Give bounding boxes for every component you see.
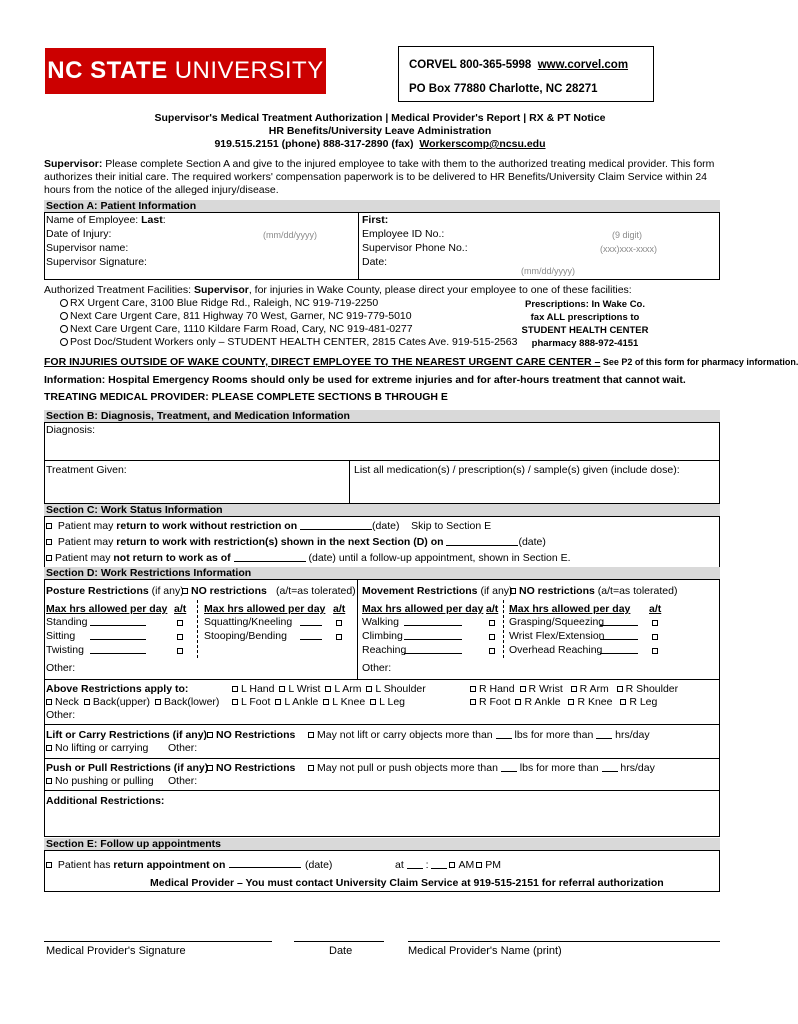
date-line[interactable] <box>294 941 384 942</box>
section-d-vdivider <box>357 579 358 679</box>
restriction-stooping: Stooping/Bending <box>204 630 287 642</box>
at-checkbox[interactable] <box>487 617 498 630</box>
checkbox-icon <box>46 778 52 784</box>
lift-no-restrictions[interactable]: NO Restrictions <box>205 729 295 742</box>
section-c-heading: Section C: Work Status Information <box>44 504 720 516</box>
lift-restrictions-label: Lift or Carry Restrictions (if any) <box>46 729 208 741</box>
signature-date-label: Date <box>329 945 353 957</box>
no-lifting[interactable]: No lifting or carrying <box>44 742 148 755</box>
checkbox-icon[interactable] <box>177 648 183 654</box>
checkbox-icon <box>620 699 626 705</box>
supervisor-signature-label: Supervisor Signature: <box>46 256 147 268</box>
logo-bold-text: NC STATE <box>47 57 168 84</box>
push-other: Other: <box>168 775 198 787</box>
left-lower-options[interactable]: L Foot L Ankle L Knee L Leg <box>230 696 405 709</box>
hours-blank[interactable] <box>404 630 462 640</box>
checkbox-icon <box>470 686 476 692</box>
hours-blank[interactable] <box>600 630 638 640</box>
diagnosis-label: Diagnosis: <box>46 424 96 436</box>
right-lower-options[interactable]: R Foot R Ankle R Knee R Leg <box>468 696 657 709</box>
section-b-vdivider <box>349 460 350 504</box>
restriction-reaching: Reaching <box>362 644 407 656</box>
max-hrs-header-3: Max hrs allowed per day <box>362 603 484 615</box>
checkbox-icon[interactable] <box>177 634 183 640</box>
date-blank[interactable] <box>234 552 306 562</box>
prescriptions-note: Prescriptions: In Wake Co. fax ALL prescriptions to STUDENT HEALTH CENTER pharmacy 888-972-4151 <box>521 299 649 349</box>
checkbox-icon[interactable] <box>46 523 52 529</box>
checkbox-icon[interactable] <box>489 648 495 654</box>
corvel-phone: CORVEL 800-365-5998 <box>409 59 532 71</box>
at-checkbox[interactable] <box>650 617 661 630</box>
at-checkbox[interactable] <box>334 617 345 630</box>
at-header-1: a/t <box>174 603 187 615</box>
hours-blank[interactable] <box>404 616 462 626</box>
restriction-climbing: Climbing <box>362 630 403 642</box>
checkbox-icon <box>325 686 331 692</box>
push-no-restrictions[interactable]: NO Restrictions <box>205 762 295 775</box>
hours-blank[interactable] <box>300 630 322 640</box>
checkbox-icon[interactable] <box>510 588 516 594</box>
provider-name-line[interactable] <box>408 941 720 942</box>
section-a-divider <box>358 212 359 280</box>
section-d-line-2 <box>44 724 720 725</box>
email-link[interactable]: Workerscomp@ncsu.edu <box>419 138 546 150</box>
radio-icon[interactable] <box>60 325 68 333</box>
intro-label: Supervisor: <box>44 158 103 170</box>
return-no-restriction[interactable]: Patient may return to work without restriction on (date) Skip to Section E <box>44 520 491 533</box>
checkbox-icon[interactable] <box>489 620 495 626</box>
section-d-line-1 <box>44 679 720 680</box>
checkbox-icon[interactable] <box>46 555 52 561</box>
section-e-heading: Section E: Follow up appointments <box>44 838 720 850</box>
checkbox-icon[interactable] <box>652 620 658 626</box>
treatment-label: Treatment Given: <box>46 464 127 476</box>
checkbox-icon[interactable] <box>336 634 342 640</box>
above-restrictions-label: Above Restrictions apply to: <box>46 683 189 695</box>
posture-other: Other: <box>46 662 76 674</box>
checkbox-icon[interactable] <box>652 634 658 640</box>
dashed-divider <box>197 600 198 658</box>
corvel-address: PO Box 77880 Charlotte, NC 28271 <box>409 83 598 95</box>
radio-icon[interactable] <box>60 312 68 320</box>
push-limit[interactable]: May not pull or push objects more than lbs for more than hrs/day <box>306 762 655 775</box>
max-hrs-header-2: Max hrs allowed per day <box>204 603 326 615</box>
employee-id-label: Employee ID No.: <box>362 228 445 240</box>
movement-no-restrictions[interactable]: NO restrictions (a/t=as tolerated) <box>508 585 677 598</box>
at-checkbox[interactable] <box>175 631 186 644</box>
supervisor-phone-hint: (xxx)xxx-xxxx) <box>600 244 657 254</box>
checkbox-icon[interactable] <box>652 648 658 654</box>
return-appointment[interactable]: Patient has return appointment on <box>44 859 225 872</box>
dashed-divider <box>503 600 504 658</box>
appointment-date-blank[interactable] <box>229 858 301 868</box>
checkbox-icon <box>279 686 285 692</box>
treating-provider-note: TREATING MEDICAL PROVIDER: PLEASE COMPLETE SECTIONS B THROUGH E <box>44 391 448 403</box>
hours-blank[interactable] <box>90 616 146 626</box>
checkbox-icon[interactable] <box>46 539 52 545</box>
at-header-2: a/t <box>333 603 346 615</box>
checkbox-icon <box>207 732 213 738</box>
facility-item-4[interactable]: Post Doc/Student Workers only – STUDENT HEALTH CENTER, 2815 Cates Ave. 919-515-2563 <box>60 336 517 349</box>
not-return-to-work[interactable]: Patient may not return to work as of (date) until a follow-up appointment, shown in Section E. <box>44 552 571 565</box>
at-checkbox[interactable] <box>175 617 186 630</box>
signature-line[interactable] <box>44 941 272 942</box>
checkbox-icon <box>520 686 526 692</box>
checkbox-icon <box>275 699 281 705</box>
lift-limit[interactable]: May not lift or carry objects more than lbs for more than hrs/day <box>306 729 650 742</box>
appointment-date-label: (date) <box>305 859 333 871</box>
push-restrictions-label: Push or Pull Restrictions (if any) <box>46 762 209 774</box>
date-blank[interactable] <box>300 520 372 530</box>
checkbox-icon <box>323 699 329 705</box>
max-hrs-header-1: Max hrs allowed per day <box>46 603 168 615</box>
movement-other: Other: <box>362 662 392 674</box>
provider-signature-label: Medical Provider's Signature <box>46 945 186 957</box>
corvel-link[interactable]: www.corvel.com <box>537 59 629 71</box>
checkbox-icon <box>46 862 52 868</box>
radio-icon[interactable] <box>60 299 68 307</box>
title-line2: HR Benefits/University Leave Administration <box>268 125 492 137</box>
provider-name-label: Medical Provider's Name (print) <box>408 945 562 957</box>
supervisor-phone-label: Supervisor Phone No.: <box>362 242 468 254</box>
outside-wake-note: FOR INJURIES OUTSIDE OF WAKE COUNTY, DIRECT EMPLOYEE TO THE NEAREST URGENT CARE CENTER – See P2 of this form for pharmacy information. <box>44 356 798 368</box>
facility-item-1[interactable]: RX Urgent Care, 3100 Blue Ridge Rd., Raleigh, NC 919-719-2250 <box>60 297 378 310</box>
checkbox-icon <box>155 699 161 705</box>
restriction-standing: Standing <box>46 616 88 628</box>
posture-at-note: (a/t=as tolerated) <box>276 585 356 597</box>
date-label: Date: <box>362 256 388 268</box>
right-upper-options[interactable]: R Hand R Wrist R Arm R Shoulder <box>468 683 678 696</box>
hours-blank[interactable] <box>404 644 462 654</box>
supervisor-intro <box>44 158 724 197</box>
first-name-label: First: <box>362 214 389 226</box>
posture-no-restrictions[interactable]: NO restrictions <box>180 585 267 598</box>
checkbox-icon[interactable] <box>489 634 495 640</box>
hours-blank[interactable] <box>600 616 638 626</box>
title-line3: 919.515.2151 (phone) 888-317-2890 (fax) <box>214 138 414 150</box>
date-blank[interactable] <box>446 536 518 546</box>
appointment-time[interactable]: at : AM PM <box>395 859 501 871</box>
hours-blank[interactable] <box>90 644 146 654</box>
form-title <box>40 112 720 151</box>
lift-other: Other: <box>168 742 198 754</box>
at-checkbox[interactable] <box>650 631 661 644</box>
checkbox-icon <box>232 686 238 692</box>
checkbox-icon[interactable] <box>182 588 188 594</box>
checkbox-icon <box>470 699 476 705</box>
movement-restrictions: Movement Restrictions (if any) <box>362 585 513 597</box>
supervisor-name-label: Supervisor name: <box>46 242 129 254</box>
checkbox-icon <box>308 765 314 771</box>
section-d-line-3 <box>44 758 720 759</box>
facilities-intro: Authorized Treatment Facilities: Supervisor, for injuries in Wake County, please direct your employee to one of these facilities: <box>44 284 632 296</box>
return-with-restriction[interactable]: Patient may return to work with restriction(s) shown in the next Section (D) on (date) <box>44 536 546 549</box>
body-upper-options[interactable]: Neck Back(upper) Back(lower) <box>44 696 219 709</box>
checkbox-icon <box>207 765 213 771</box>
left-upper-options[interactable]: L Hand L Wrist L Arm L Shoulder <box>230 683 426 696</box>
hours-blank[interactable] <box>300 616 322 626</box>
restriction-grasping: Grasping/Squeezing <box>509 616 605 628</box>
checkbox-icon <box>571 686 577 692</box>
er-info: Information: Hospital Emergency Rooms should only be used for extreme injuries and for after-hours treatment that cannot wait. <box>44 374 686 386</box>
checkbox-icon <box>449 862 455 868</box>
at-header-4: a/t <box>649 603 662 615</box>
restriction-wrist-flex: Wrist Flex/Extension <box>509 630 605 642</box>
employee-id-hint: (9 digit) <box>612 230 643 240</box>
checkbox-icon <box>476 862 482 868</box>
date-hint: (mm/dd/yyyy) <box>521 266 575 276</box>
checkbox-icon <box>46 745 52 751</box>
logo-text: UNIVERSITY <box>174 57 324 84</box>
nc-state-logo <box>45 48 326 94</box>
checkbox-icon <box>515 699 521 705</box>
at-checkbox[interactable] <box>175 645 186 658</box>
referral-contact-note: Medical Provider – You must contact University Claim Service at 919-515-2151 for referral authorization <box>150 877 664 889</box>
corvel-contact-box <box>398 46 654 102</box>
date-of-injury-label: Date of Injury: <box>46 228 112 240</box>
checkbox-icon <box>84 699 90 705</box>
hours-blank[interactable] <box>90 630 146 640</box>
restriction-squatting: Squatting/Kneeling <box>204 616 293 628</box>
restriction-sitting: Sitting <box>46 630 76 642</box>
at-checkbox[interactable] <box>650 645 661 658</box>
section-b-heading: Section B: Diagnosis, Treatment, and Medication Information <box>44 410 720 422</box>
checkbox-icon <box>46 699 52 705</box>
max-hrs-header-4: Max hrs allowed per day <box>509 603 631 615</box>
checkbox-icon <box>370 699 376 705</box>
hours-blank[interactable] <box>600 644 638 654</box>
checkbox-icon[interactable] <box>177 620 183 626</box>
section-a-heading: Section A: Patient Information <box>44 200 720 212</box>
posture-restrictions: Posture Restrictions (if any) <box>46 585 184 597</box>
checkbox-icon <box>568 699 574 705</box>
radio-icon[interactable] <box>60 338 68 346</box>
at-header-3: a/t <box>486 603 499 615</box>
checkbox-icon <box>232 699 238 705</box>
checkbox-icon <box>308 732 314 738</box>
facility-item-2[interactable]: Next Care Urgent Care, 811 Highway 70 West, Garner, NC 919-779-5010 <box>60 310 412 323</box>
restriction-twisting: Twisting <box>46 644 84 656</box>
no-pushing[interactable]: No pushing or pulling <box>44 775 154 788</box>
at-checkbox[interactable] <box>487 645 498 658</box>
title-line1: Supervisor's Medical Treatment Authorization | Medical Provider's Report | RX & PT Notice <box>154 112 606 124</box>
checkbox-icon <box>617 686 623 692</box>
medications-label: List all medication(s) / prescription(s) / sample(s) given (include dose): <box>354 464 680 476</box>
restriction-overhead: Overhead Reaching <box>509 644 603 656</box>
checkbox-icon <box>366 686 372 692</box>
section-d-heading: Section D: Work Restrictions Information <box>44 567 720 579</box>
restriction-walking: Walking <box>362 616 399 628</box>
at-checkbox[interactable] <box>487 631 498 644</box>
employee-name-label: Name of Employee: Last: <box>46 214 166 226</box>
checkbox-icon[interactable] <box>336 620 342 626</box>
section-b-divider <box>44 460 720 461</box>
intro-text: Please complete Section A and give to the injured employee to take with them to the authorized treating medical provider. This form authorizes their initial care. The required workers' compensation paperwork is to be delivered to HR Benefits/University Claim Service within 24 hours from the notice of the alleged injury/disease. <box>44 158 715 196</box>
section-b-box <box>44 422 720 504</box>
body-other: Other: <box>46 709 76 721</box>
additional-restrictions: Additional Restrictions: <box>46 795 165 807</box>
at-checkbox[interactable] <box>334 631 345 644</box>
section-d-line-4 <box>44 790 720 791</box>
date-of-injury-hint: (mm/dd/yyyy) <box>263 230 317 240</box>
facility-item-3[interactable]: Next Care Urgent Care, 1110 Kildare Farm Road, Cary, NC 919-481-0277 <box>60 323 413 336</box>
